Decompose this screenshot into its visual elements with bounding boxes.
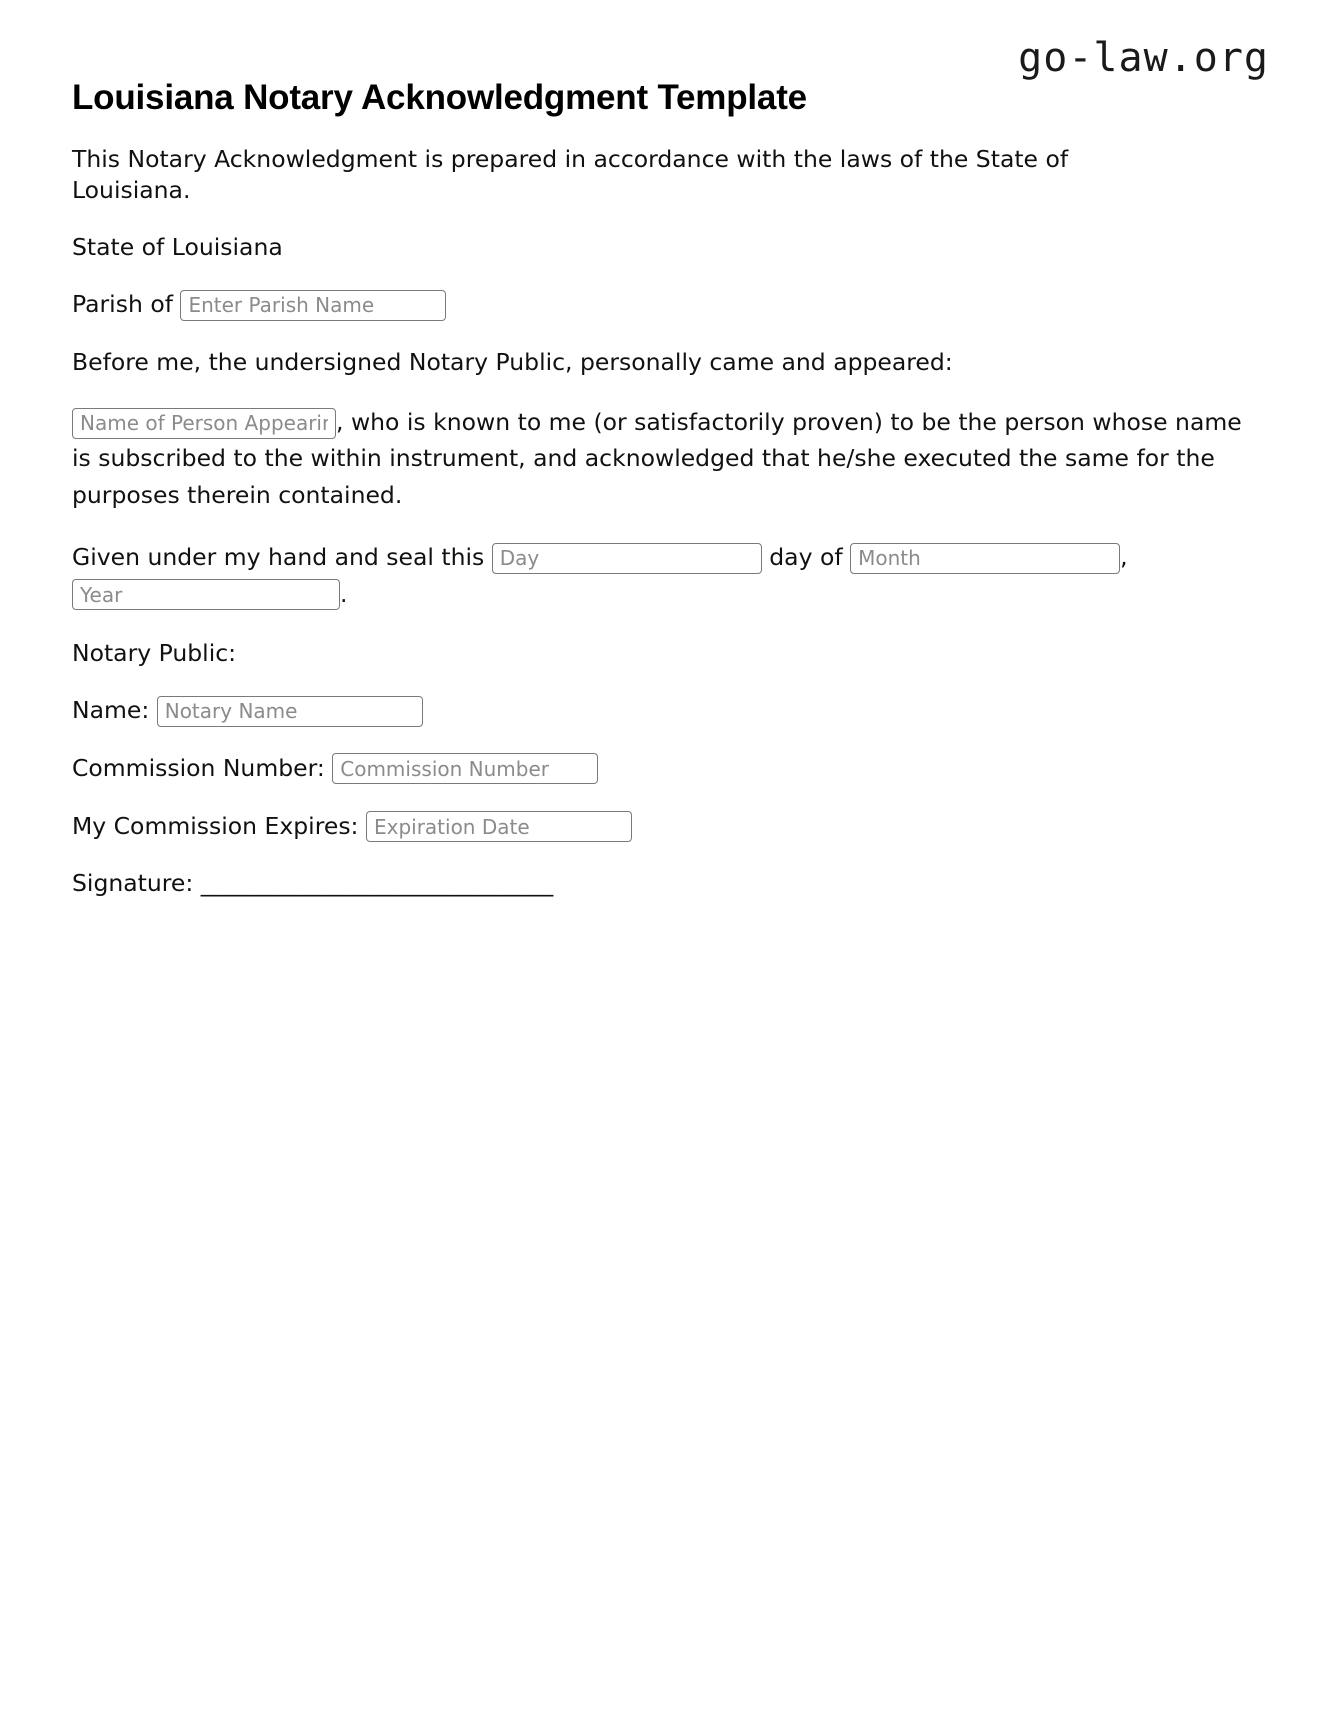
signature-label: Signature: <box>72 869 194 898</box>
commission-number-row <box>72 727 1259 785</box>
commission-number-label: Commission Number: <box>72 753 325 782</box>
notary-name-row <box>72 669 1259 727</box>
notary-public-label: Notary Public: <box>72 639 237 668</box>
month-input[interactable] <box>850 543 1120 574</box>
year-input[interactable] <box>72 579 340 610</box>
page-title: Louisiana Notary Acknowledgment Template <box>72 78 807 117</box>
person-appearing-input[interactable] <box>72 408 336 439</box>
period-after-year: . <box>340 579 348 608</box>
notary-name-label: Name: <box>72 696 150 725</box>
comma-after-month: , <box>1120 543 1128 572</box>
day-input[interactable] <box>492 543 762 574</box>
parish-row <box>72 263 1259 321</box>
expiration-date-input[interactable] <box>366 811 632 842</box>
signature-row <box>72 842 1259 900</box>
parish-input[interactable] <box>180 290 446 321</box>
day-of-label: day of <box>769 543 843 572</box>
signature-line: ______________________________ <box>200 869 554 898</box>
notary-name-input[interactable] <box>157 696 423 727</box>
intro-paragraph: This Notary Acknowledgment is prepared in accordance with the laws of the State of Louisiana. <box>72 145 1069 205</box>
site-watermark: go-law.org <box>1018 35 1269 81</box>
given-under-hand-paragraph <box>72 513 1259 612</box>
state-line: State of Louisiana <box>72 233 283 262</box>
before-me-paragraph: Before me, the undersigned Notary Public, personally came and appeared: <box>72 348 953 377</box>
commission-expires-row <box>72 785 1259 843</box>
parish-label: Parish of <box>72 290 173 319</box>
acknowledgment-text: , who is known to me (or satisfactorily proven) to be the person whose name is subscribed to the within instrument, and acknowledged that he/she executed the same for the purposes therein contained. <box>72 408 1242 509</box>
commission-number-input[interactable] <box>332 753 598 784</box>
commission-expires-label: My Commission Expires: <box>72 811 359 840</box>
appearance-paragraph <box>72 378 1259 513</box>
given-prefix-label: Given under my hand and seal this <box>72 543 485 572</box>
